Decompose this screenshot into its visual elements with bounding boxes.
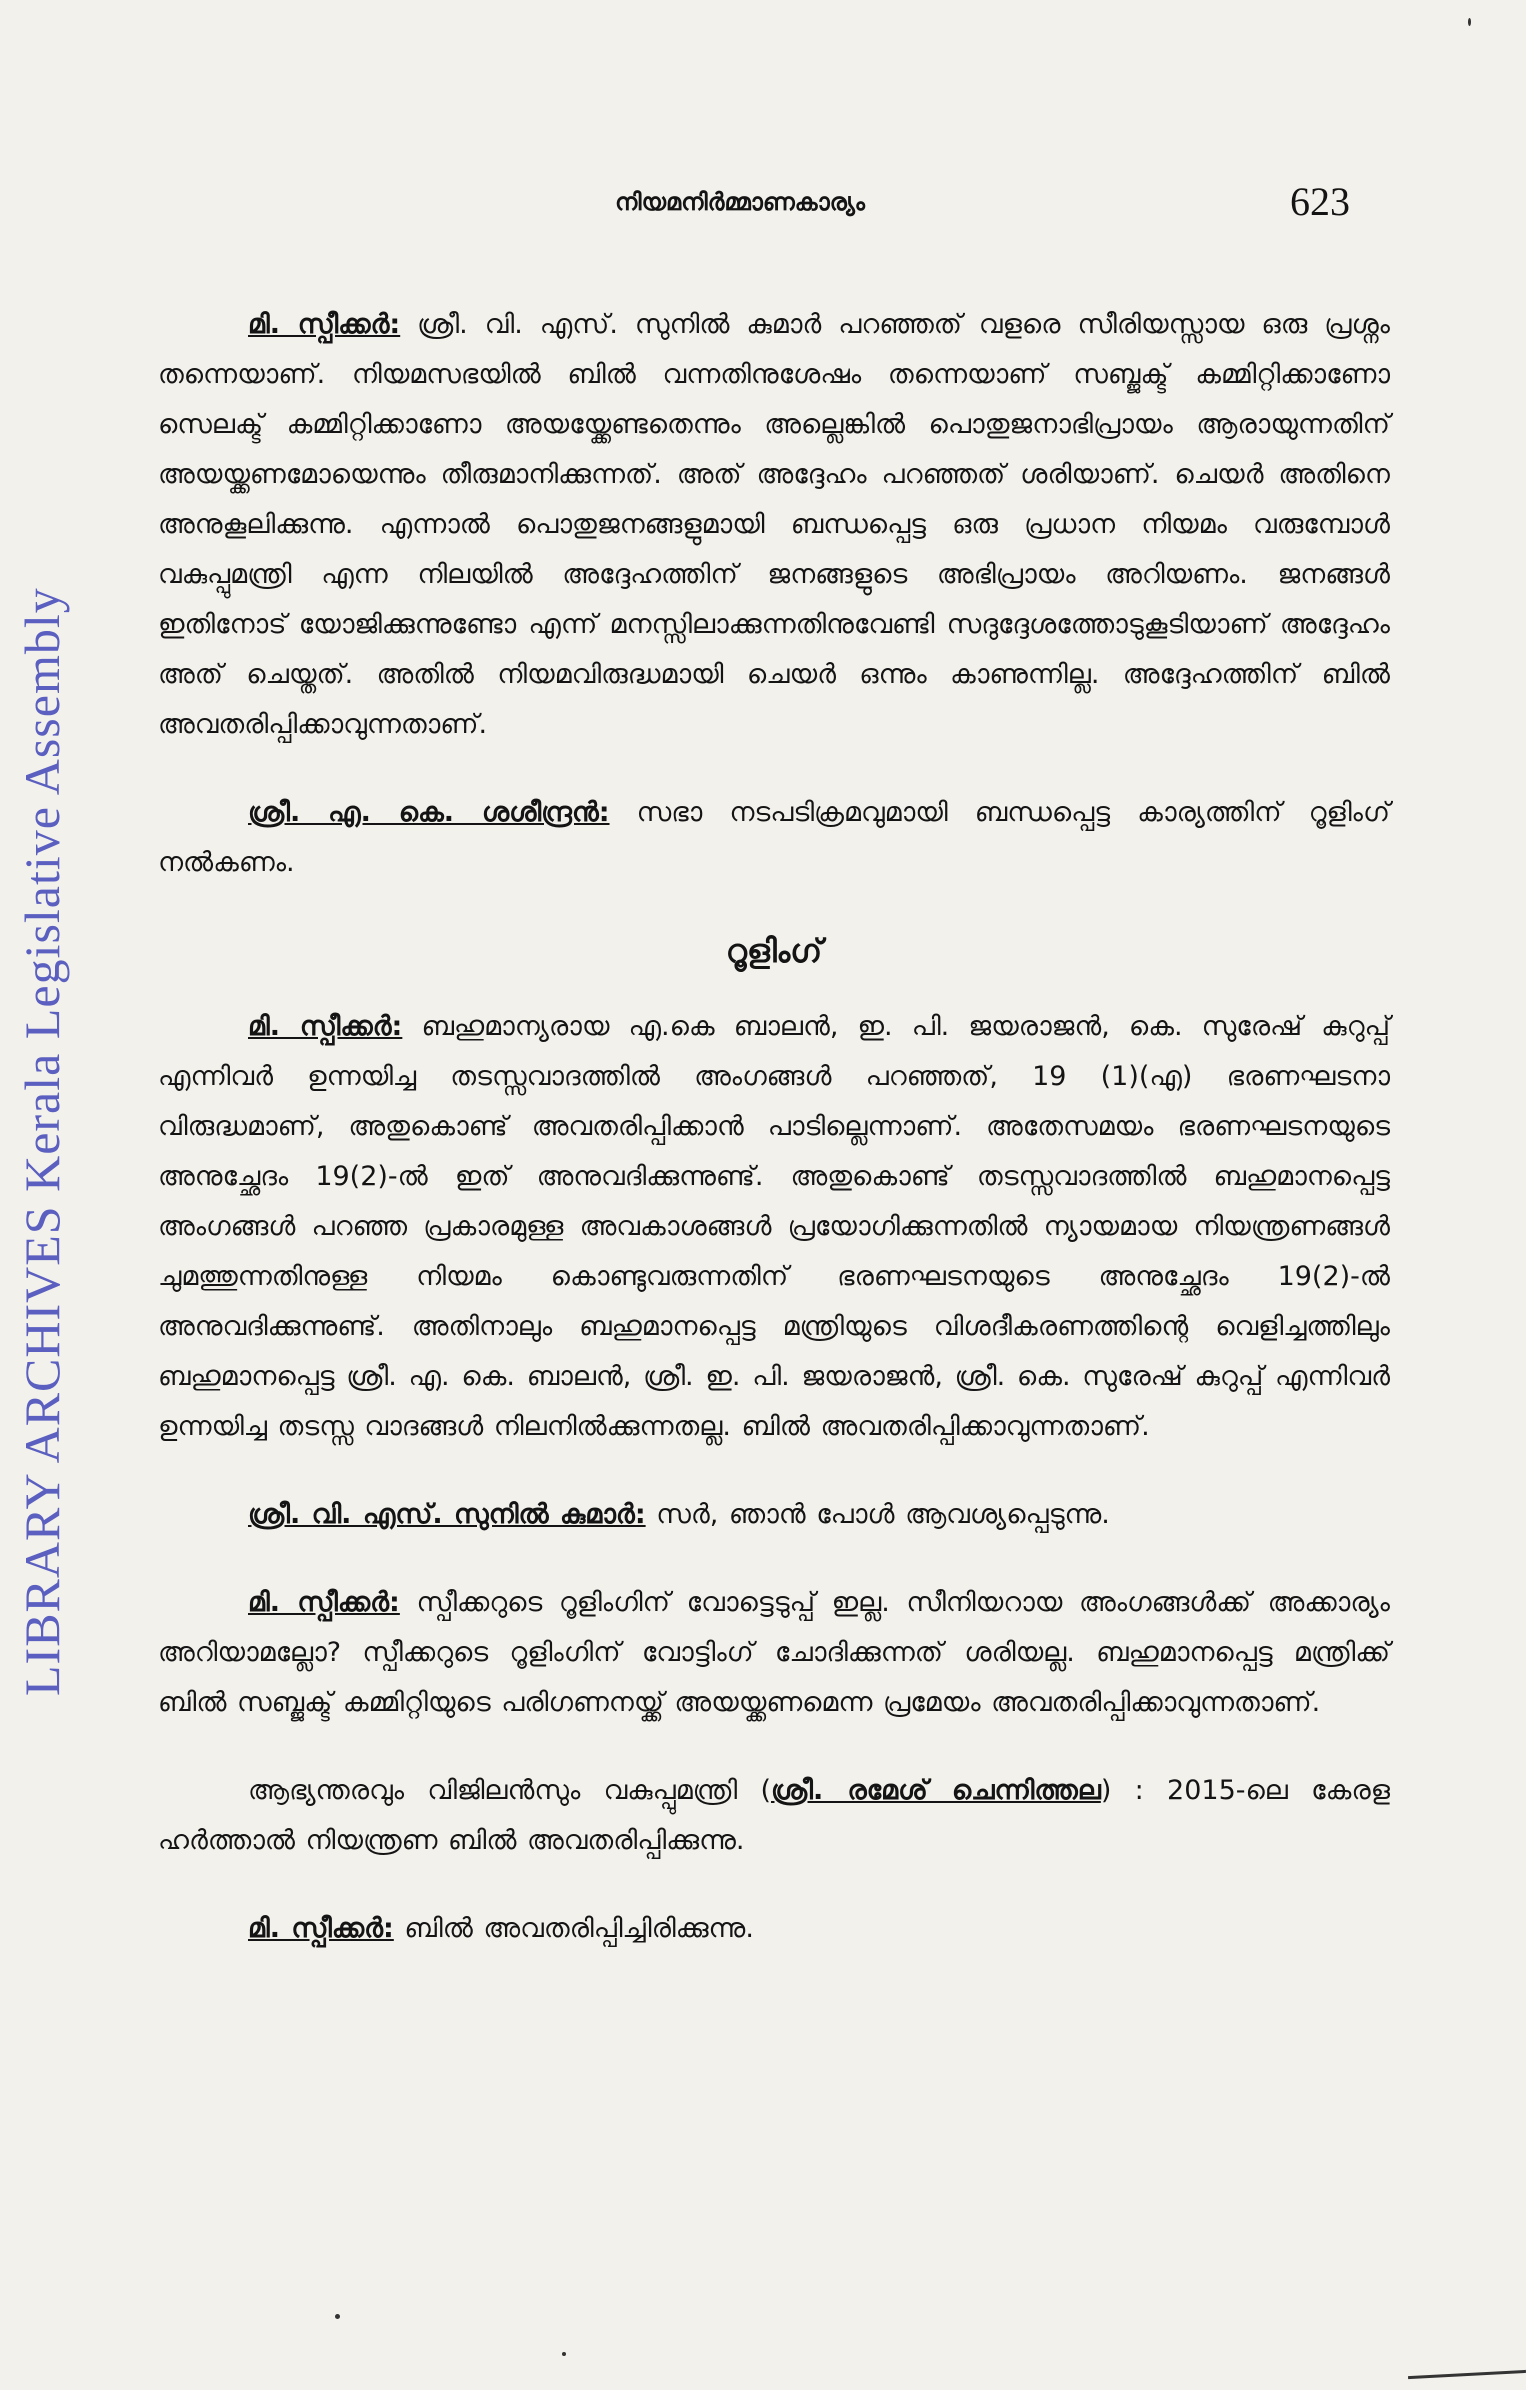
- page-body: [158, 300, 1390, 1992]
- running-title: നിയമനിർമ്മാണകാര്യം: [615, 188, 865, 216]
- scan-speck: [1468, 18, 1471, 26]
- speaker-name: മി. സ്പീക്കർ:: [248, 1011, 403, 1042]
- scan-speck: [335, 2314, 340, 2319]
- paragraph-speaker-ruling-1: [158, 300, 1390, 750]
- speaker-name: ശ്രീ. എ. കെ. ശശീന്ദ്രൻ:: [248, 797, 610, 828]
- paragraph-text: ബഹുമാന്യരായ എ.കെ ബാലൻ, ഇ. പി. ജയരാജൻ, കെ. സുരേഷ് കുറുപ്പ് എന്നിവർ ഉന്നയിച്ച തടസ്സവാദത്തിൽ അംഗങ്ങൾ പറഞ്ഞത്, 19 (1)(എ) ഭരണഘടനാ വിരുദ്ധമാണ്, അതുകൊണ്ട് അവതരിപ്പിക്കാൻ പാടില്ലെന്നാണ്. അതേസമയം ഭരണഘടനയുടെ അനുച്ഛേദം 19(2)-ൽ ഇത് അനുവദിക്കുന്നുണ്ട്. അതുകൊണ്ട് തടസ്സവാദത്തിൽ ബഹുമാനപ്പെട്ട അംഗങ്ങൾ പറഞ്ഞ പ്രകാരമുള്ള അവകാശങ്ങൾ പ്രയോഗിക്കുന്നതിൽ ന്യായമായ നിയന്ത്രണങ്ങൾ ചുമത്തുന്നതിനുള്ള നിയമം കൊണ്ടുവരുന്നതിന് ഭരണഘടനയുടെ അനുച്ഛേദം 19(2)-ൽ അനുവദിക്കുന്നുണ്ട്. അതിനാലും ബഹുമാനപ്പെട്ട മന്ത്രിയുടെ വിശദീകരണത്തിന്റെ വെളിച്ചത്തിലും ബഹുമാനപ്പെട്ട ശ്രീ. എ. കെ. ബാലൻ, ശ്രീ. ഇ. പി. ജയരാജൻ, ശ്രീ. കെ. സുരേഷ് കുറുപ്പ് എന്നിവർ ഉന്നയിച്ച തടസ്സ വാദങ്ങൾ നിലനിൽക്കുന്നതല്ല. ബിൽ അവതരിപ്പിക്കാവുന്നതാണ്.: [158, 1011, 1390, 1442]
- speaker-name: ശ്രീ. രമേശ് ചെന്നിത്തല: [771, 1775, 1101, 1806]
- speaker-name: മി. സ്പീക്കർ:: [248, 1913, 394, 1944]
- speaker-name: മി. സ്പീക്കർ:: [248, 1587, 400, 1618]
- paragraph-speaker-final: [158, 1904, 1390, 1954]
- page-header: [0, 180, 1526, 240]
- scan-edge-mark: [1408, 2370, 1526, 2379]
- paragraph-text: ശ്രീ. വി. എസ്. സുനിൽ കുമാർ പറഞ്ഞത് വളരെ സീരിയസ്സായ ഒരു പ്രശ്നം തന്നെയാണ്. നിയമസഭയിൽ ബിൽ വന്നതിനുശേഷം തന്നെയാണ് സബ്ജക്ട് കമ്മിറ്റിക്കാണോ സെലക്ട് കമ്മിറ്റിക്കാണോ അയയ്ക്കേണ്ടതെന്നും അല്ലെങ്കിൽ പൊതുജനാഭിപ്രായം ആരായുന്നതിന് അയയ്ക്കണമോയെന്നും തീരുമാനിക്കുന്നത്. അത് അദ്ദേഹം പറഞ്ഞത് ശരിയാണ്. ചെയർ അതിനെ അനുകൂലിക്കുന്നു. എന്നാൽ പൊതുജനങ്ങളുമായി ബന്ധപ്പെട്ട ഒരു പ്രധാന നിയമം വരുമ്പോൾ വകുപ്പുമന്ത്രി എന്ന നിലയിൽ അദ്ദേഹത്തിന് ജനങ്ങളുടെ അഭിപ്രായം അറിയണം. ജനങ്ങൾ ഇതിനോട് യോജിക്കുന്നുണ്ടോ എന്ന് മനസ്സിലാക്കുന്നതിനുവേണ്ടി സദുദ്ദേശത്തോടുകൂടിയാണ് അദ്ദേഹം അത് ചെയ്തത്. അതിൽ നിയമവിരുദ്ധമായി ചെയർ ഒന്നും കാണുന്നില്ല. അദ്ദേഹത്തിന് ബിൽ അവതരിപ്പിക്കാവുന്നതാണ്.: [158, 309, 1390, 740]
- paragraph-text: സഭാ നടപടിക്രമവുമായി ബന്ധപ്പെട്ട കാര്യത്തിന് റൂളിംഗ് നൽകണം.: [158, 797, 1390, 878]
- paragraph-saseendran: [158, 788, 1390, 888]
- section-heading: റൂളിംഗ്: [725, 932, 823, 970]
- paragraph-text: സർ, ഞാൻ പോൾ ആവശ്യപ്പെടുന്നു.: [645, 1499, 1110, 1530]
- speaker-name: ശ്രീ. വി. എസ്. സുനിൽ കുമാർ:: [248, 1499, 646, 1530]
- paragraph-ruling: [158, 1002, 1390, 1452]
- archive-watermark: LIBRARY ARCHIVES Kerala Legislative Assembly: [14, 587, 70, 1696]
- paragraph-text: സ്പീക്കറുടെ റൂളിംഗിന് വോട്ടെടുപ്പ് ഇല്ല. സീനിയറായ അംഗങ്ങൾക്ക് അക്കാര്യം അറിയാമല്ലോ? സ്പീക്കറുടെ റൂളിംഗിന് വോട്ടിംഗ് ചോദിക്കുന്നത് ശരിയല്ല. ബഹുമാനപ്പെട്ട മന്ത്രിക്ക് ബിൽ സബ്ജക്ട് കമ്മിറ്റിയുടെ പരിഗണനയ്ക്ക് അയയ്ക്കണമെന്ന പ്രമേയം അവതരിപ്പിക്കാവുന്നതാണ്.: [158, 1587, 1390, 1718]
- speaker-name: മി. സ്പീക്കർ:: [248, 309, 401, 340]
- paragraph-text: ) : 2015-ലെ കേരള ഹർത്താൽ നിയന്ത്രണ ബിൽ അവതരിപ്പിക്കുന്നു.: [158, 1775, 1390, 1856]
- paragraph-sunil-kumar: [158, 1490, 1390, 1540]
- paragraph-text: ബിൽ അവതരിപ്പിച്ചിരിക്കുന്നു.: [393, 1913, 754, 1944]
- paragraph-lead: ആഭ്യന്തരവും വിജിലൻസും വകുപ്പുമന്ത്രി (: [248, 1775, 772, 1806]
- page-number: 623: [1290, 179, 1350, 224]
- paragraph-minister-intro: [158, 1766, 1390, 1866]
- scan-speck: [562, 2352, 566, 2356]
- paragraph-speaker-voting: [158, 1578, 1390, 1728]
